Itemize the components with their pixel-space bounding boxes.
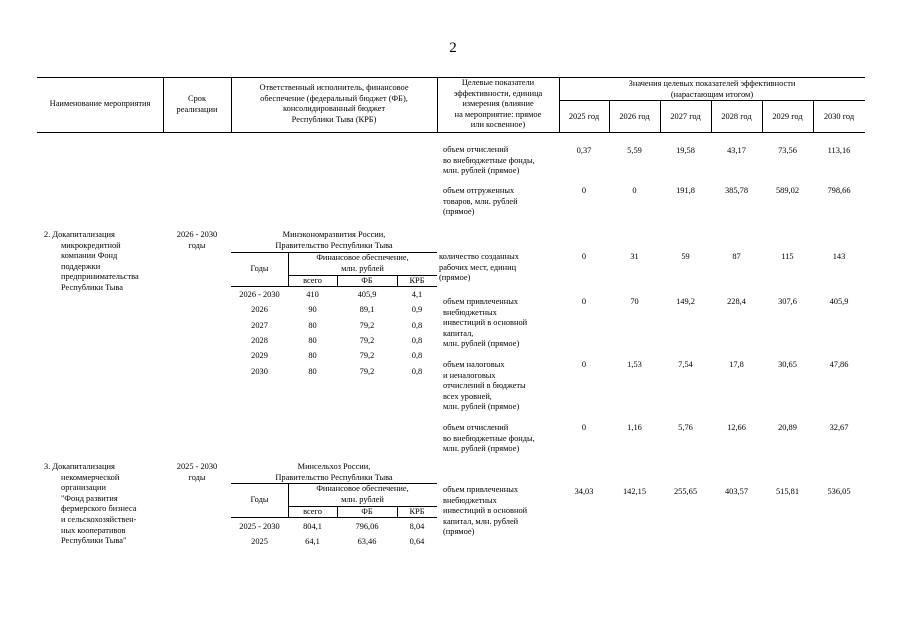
fin-fb-header: ФБ — [361, 507, 373, 516]
fin-cell: 80 — [308, 320, 317, 330]
value-cell: 228,4 — [727, 297, 746, 306]
fin-cell: 0,9 — [411, 305, 423, 315]
fin-total-header: всего — [303, 507, 322, 516]
fin-cell: 80 — [308, 366, 317, 376]
fin-cell: 90 — [308, 305, 317, 315]
header-name: Наименование мероприятия — [49, 99, 151, 108]
value-cell: 385,78 — [724, 186, 749, 195]
indicator-cell: объем привлеченных внебюджетных инвестиций в основной капитал, млн. рублей (прямое) — [443, 297, 528, 349]
value-cell: 32,67 — [829, 423, 849, 432]
fin-cell: 8,04 — [409, 522, 425, 531]
header-year-2026: 2026 год — [619, 112, 650, 121]
fin-krb-header: КРБ — [409, 276, 425, 285]
section-3-responsible: Минсельхоз России, Правительство Республики Тыва — [275, 462, 393, 482]
value-cell: 0 — [581, 297, 587, 306]
value-cell: 255,65 — [673, 487, 698, 496]
value-cell: 12,66 — [727, 423, 746, 432]
value-cell: 405,9 — [829, 297, 849, 306]
section-2-name: 2. Докапитализация микрокредитной компании Фонд поддержки предпринимательства Республики Тыва — [44, 230, 139, 292]
fin-cell: 796,06 — [355, 522, 379, 531]
fin-cell: 804,1 — [303, 522, 322, 531]
fin-krb-header: КРБ — [409, 507, 425, 516]
value-cell: 70 — [630, 297, 639, 306]
indicator-cell: объем налоговых и неналоговых отчислений в бюджеты всех уровней, млн. рублей (прямое) — [443, 360, 526, 412]
value-cell: 1,16 — [627, 423, 642, 432]
fin-total-header: всего — [303, 276, 322, 285]
header-year-2029: 2029 год — [772, 112, 803, 121]
fin-cell: 410 — [306, 290, 319, 299]
indicator-cell: объем привлеченных внебюджетных инвестиций в основной капитал, млн. рублей (прямое) — [443, 485, 528, 537]
value-cell: 149,2 — [676, 297, 695, 306]
fin-cell: 79,2 — [359, 335, 375, 345]
fin-header: Финансовое обеспечение, млн. рублей — [316, 253, 409, 273]
fin-cell: 2026 - 2030 — [239, 290, 280, 299]
fin-cell: 89,1 — [359, 305, 375, 315]
value-cell: 515,81 — [775, 487, 800, 496]
header-period: Срок реализации — [176, 94, 218, 114]
value-cell: 0,37 — [576, 146, 592, 155]
fin-cell: 80 — [308, 335, 317, 345]
value-cell: 73,56 — [778, 146, 797, 155]
value-cell: 798,66 — [827, 186, 851, 195]
value-cell: 142,15 — [622, 487, 647, 496]
fin-cell: 0,8 — [411, 335, 423, 345]
value-cell: 20,89 — [778, 423, 797, 432]
value-cell: 143 — [832, 252, 846, 261]
fin-cell: 0,64 — [409, 537, 425, 547]
section-2-period: 2026 - 2030 годы — [176, 230, 218, 250]
value-cell: 0 — [632, 186, 637, 195]
value-cell: 30,65 — [778, 360, 797, 369]
value-cell: 115 — [781, 252, 794, 261]
value-cell: 0 — [581, 423, 587, 432]
header-responsible: Ответственный исполнитель, финансовое обеспечение (федеральный бюджет (ФБ), консолидированный бюджет Республики Тыва (КРБ) — [259, 83, 409, 124]
fin-cell: 63,46 — [357, 537, 377, 547]
value-cell: 19,58 — [676, 146, 695, 155]
fin-cell: 2025 - 2030 — [239, 522, 280, 531]
value-cell: 191,8 — [676, 186, 695, 195]
fin-years-header: Годы — [250, 495, 269, 504]
fin-cell: 2028 — [251, 335, 268, 345]
header-indicators: Целевые показатели эффективности, единица измерения (влияние на мероприятие: прямое или косвенное) — [453, 78, 543, 130]
fin-cell: 2027 — [251, 320, 268, 330]
value-cell: 0 — [581, 252, 587, 261]
value-cell: 403,57 — [724, 487, 749, 496]
value-cell: 0 — [581, 360, 587, 369]
value-cell: 59 — [681, 252, 690, 261]
fin-cell: 2026 — [251, 305, 268, 315]
header-year-2028: 2028 год — [721, 112, 752, 121]
fin-cell: 79,2 — [359, 320, 375, 330]
section-3-name: 3. Докапитализация некоммерческой организации "Фонд развития фермерского бизнеса и сельскохозяйствен- ных кооперативов Республики Тыва" — [44, 462, 137, 546]
fin-cell: 80 — [308, 351, 317, 361]
value-cell: 17,8 — [729, 360, 744, 369]
fin-fb-header: ФБ — [361, 276, 373, 285]
section-2-responsible: Минэкономразвития России, Правительство Республики Тыва — [275, 230, 393, 250]
indicator-cell: объем отчислений во внебюджетные фонды, млн. рублей (прямое) — [443, 145, 535, 176]
value-cell: 536,05 — [827, 487, 851, 496]
indicator-cell: количество созданных рабочих мест, единиц (прямое) — [439, 252, 519, 283]
value-cell: 87 — [732, 252, 741, 261]
value-cell: 307,6 — [778, 297, 797, 306]
fin-cell: 79,2 — [359, 351, 375, 361]
header-values: Значения целевых показателей эффективности (нарастающим итогом) — [628, 79, 796, 99]
fin-cell: 4,1 — [411, 290, 423, 299]
fin-cell: 79,2 — [359, 366, 375, 376]
fin-cell: 0,8 — [411, 366, 423, 376]
header-bottom-rule — [37, 132, 865, 133]
value-cell: 34,03 — [574, 487, 594, 496]
value-cell: 31 — [630, 252, 639, 261]
value-cell: 7,54 — [678, 360, 693, 369]
fin-years-header: Годы — [250, 264, 269, 273]
fin-cell: 2025 — [251, 537, 268, 547]
value-cell: 5,59 — [627, 146, 642, 155]
fin-cell: 2030 — [251, 366, 268, 376]
fin-cell: 0,8 — [411, 351, 423, 361]
indicator-cell: объем отгруженных товаров, млн. рублей (прямое) — [443, 186, 518, 217]
header-year-2025: 2025 год — [568, 112, 600, 121]
value-cell: 1,53 — [627, 360, 642, 369]
value-cell: 113,16 — [827, 146, 851, 155]
value-cell: 43,17 — [727, 146, 746, 155]
fin-cell: 0,8 — [411, 320, 423, 330]
value-cell: 5,76 — [678, 423, 693, 432]
value-cell: 47,86 — [829, 360, 849, 369]
fin-cell: 64,1 — [305, 537, 320, 547]
page-number: 2 — [449, 40, 457, 56]
indicator-cell: объем отчислений во внебюджетные фонды, млн. рублей (прямое) — [443, 423, 535, 454]
value-cell: 0 — [581, 186, 587, 195]
fin-cell: 405,9 — [357, 290, 377, 299]
fin-cell: 2029 — [251, 351, 268, 361]
value-cell: 589,02 — [775, 186, 800, 195]
header-year-2030: 2030 год — [823, 112, 855, 121]
section-3-period: 2025 - 2030 годы — [176, 462, 218, 482]
fin-header: Финансовое обеспечение, млн. рублей — [316, 484, 409, 504]
header-year-2027: 2027 год — [670, 112, 701, 121]
